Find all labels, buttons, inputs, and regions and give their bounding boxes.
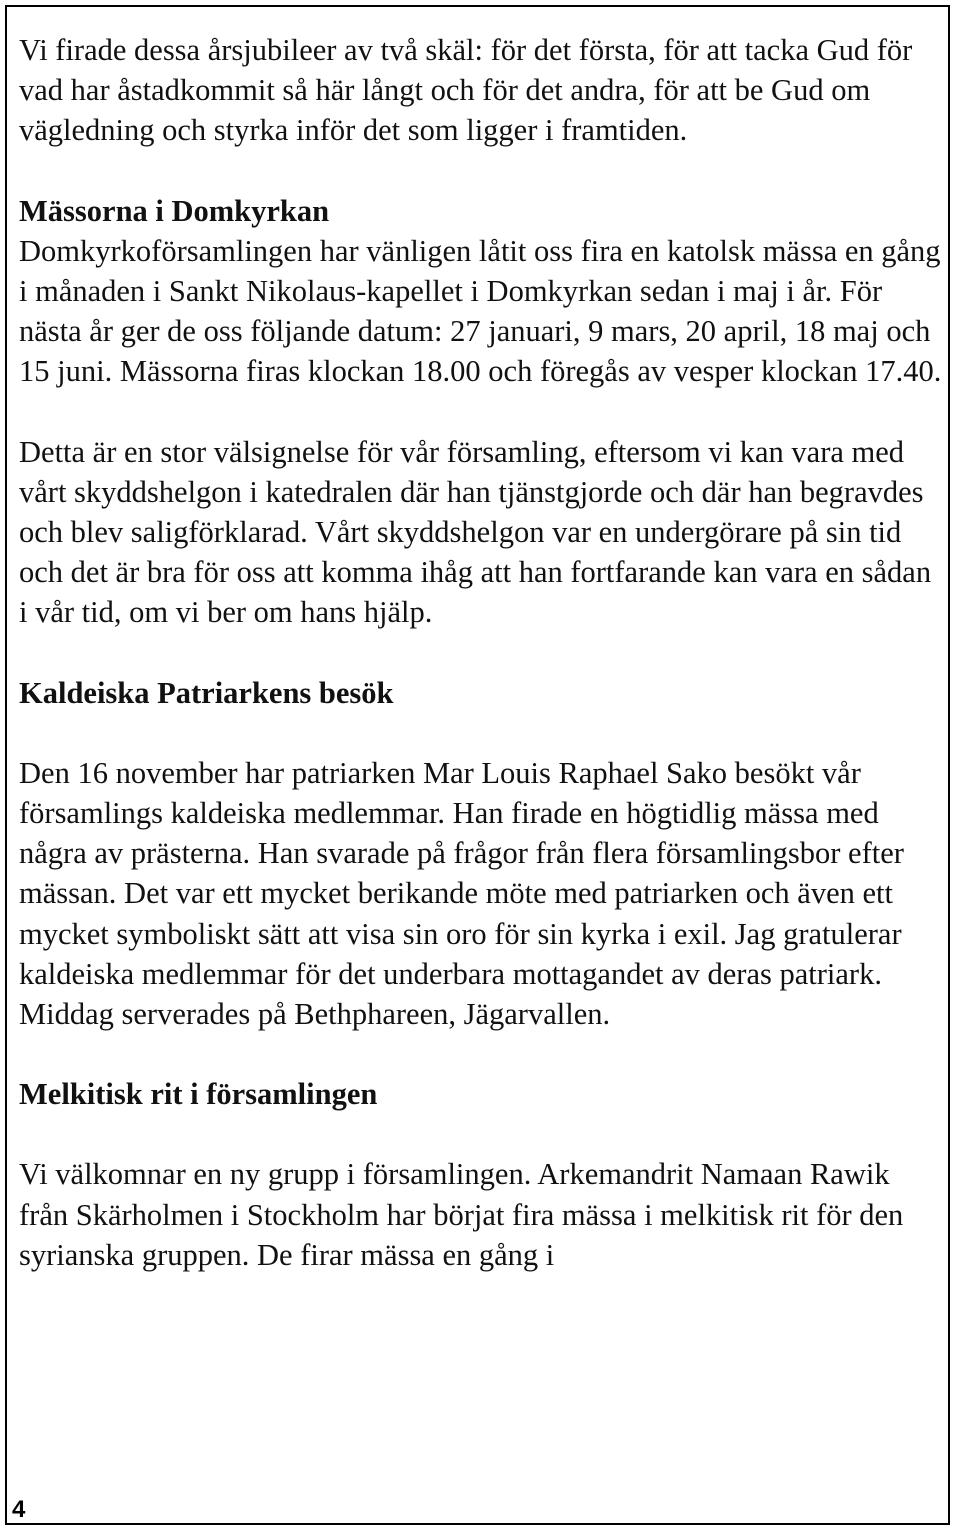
masses-paragraph-1: Domkyrkoförsamlingen har vänligen låtit oss fira en katolsk mässa en gång i månaden i Sankt Nikolaus-kapellet i Domkyrkan sedan i maj i år. För nästa år ger de oss följande datum: 27 januari, 9 mars, 20 april, 18 maj och 15 juni. Mässorna firas klockan 18.00 och föregås av vesper klockan 17.40. <box>19 233 942 389</box>
chaldean-paragraph: Den 16 november har patriarken Mar Louis Raphael Sako besökt vår församlings kaldeiska medlemmar. Han firade en högtidlig mässa med några av prästerna. Han svarade på frågor från flera församlingsbor efter mässan. Det var ett mycket berikande möte med patriarken och även ett mycket symboliskt sätt att visa sin oro för sin kyrka i exil. Jag gratulerar kaldeiska medlemmar för det underbara mottagandet av deras patriark. Middag serverades på Bethphareen, Jägarvallen. <box>19 755 904 1032</box>
melkite-paragraph: Vi välkomnar en ny grupp i församlingen. Arkemandrit Namaan Rawik från Skärholmen i Stockholm har börjat fira mässa i melkitisk rit för den syrianska gruppen. De firar mässa en gång i <box>19 1157 904 1272</box>
heading-masses: Mässorna i Domkyrkan <box>19 193 330 228</box>
page-number: 4 <box>12 1496 26 1523</box>
document-body <box>19 30 944 1275</box>
masses-paragraph-2: Detta är en stor välsignelse för vår församling, eftersom vi kan vara med vårt skyddshelgon i katedralen där han tjänstgjorde och där han begravdes och blev saligförklarad. Vårt skyddshelgon var en undergörare på sin tid och det är bra för oss att komma ihåg att han fortfarande kan vara en sådan i vår tid, om vi ber om hans hjälp. <box>19 434 932 630</box>
heading-melkite: Melkitisk rit i församlingen <box>19 1077 378 1112</box>
heading-chaldean: Kaldeiska Patriarkens besök <box>19 675 394 710</box>
intro-paragraph: Vi firade dessa årsjubileer av två skäl: för det första, för att tacka Gud för vad har åstadkommit så här långt och för det andra, för att be Gud om vägledning och styrka inför det som ligger i framtiden. <box>19 33 913 148</box>
